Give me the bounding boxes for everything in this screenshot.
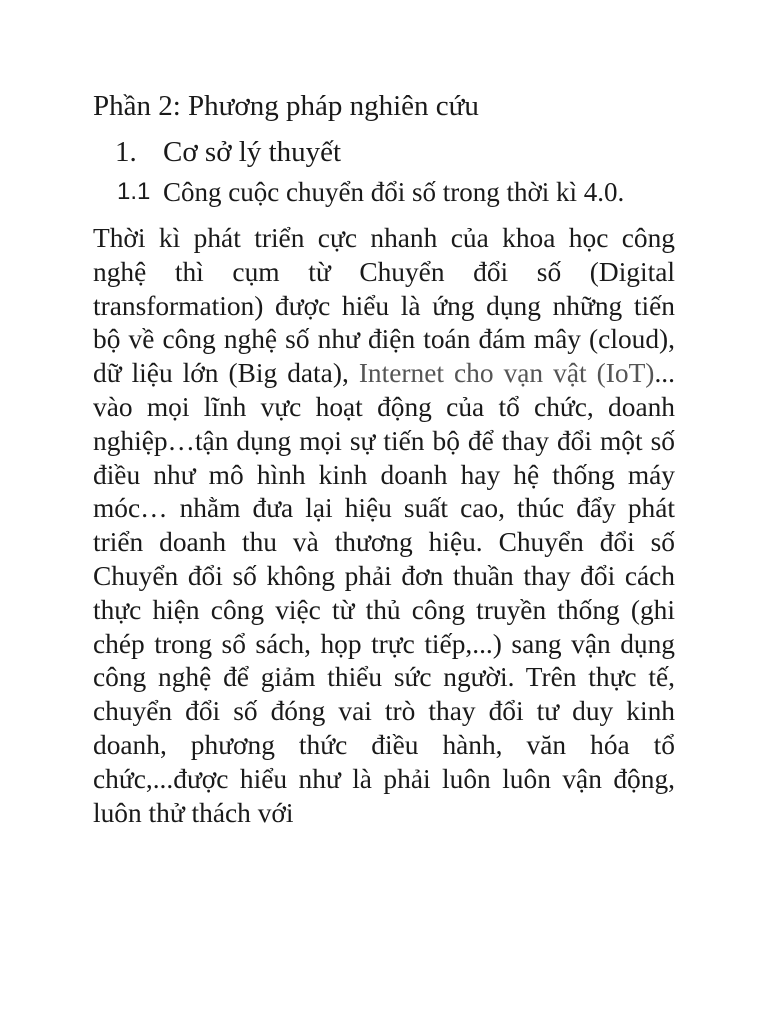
paragraph-text-end: ... vào mọi lĩnh vực hoạt động của tổ chức, doanh nghiệp…tận dụng mọi sự tiến bộ để thay đổi một số điều như mô hình kinh doanh hay hệ thống máy móc… nhằm đưa lại hiệu suất cao, thúc đẩy phát triển doanh thu và thương hiệu. Chuyển đổi số Chuyển đổi số không phải đơn thuần thay đổi cách thực hiện công việc từ thủ công truyền thống (ghi chép trong sổ sách, họp trực tiếp,...) sang vận dụng công nghệ để giảm thiểu sức người. Trên thực tế, chuyển đổi số đóng vai trò thay đổi tư duy kinh doanh, phương thức điều hành, văn hóa tổ chức,...được hiểu như là phải luôn luôn vận động, luôn thử thách với <box>93 358 675 828</box>
section-number: 1. <box>115 136 137 168</box>
section-heading <box>115 134 675 170</box>
subsection-heading <box>117 174 675 210</box>
subsection-number: 1.1 <box>117 178 151 205</box>
subsection-title: Công cuộc chuyển đổi số trong thời kì 4.0. <box>163 177 625 207</box>
paragraph-text-start: Thời kì phát triển cực nhanh của khoa học công nghệ thì cụm từ Chuyển đổi số (Digital transformation) được hiểu là ứng dụng những tiến bộ về công nghệ số như điện toán đám mây (cloud), dữ liệu lớn (Big data), <box>93 223 675 389</box>
highlighted-term: Internet cho vạn vật (IoT) <box>358 358 655 389</box>
document-page <box>93 88 675 830</box>
body-paragraph <box>93 222 675 830</box>
section-title: Cơ sở lý thuyết <box>163 136 342 168</box>
part-title: Phần 2: Phương pháp nghiên cứu <box>93 90 479 122</box>
